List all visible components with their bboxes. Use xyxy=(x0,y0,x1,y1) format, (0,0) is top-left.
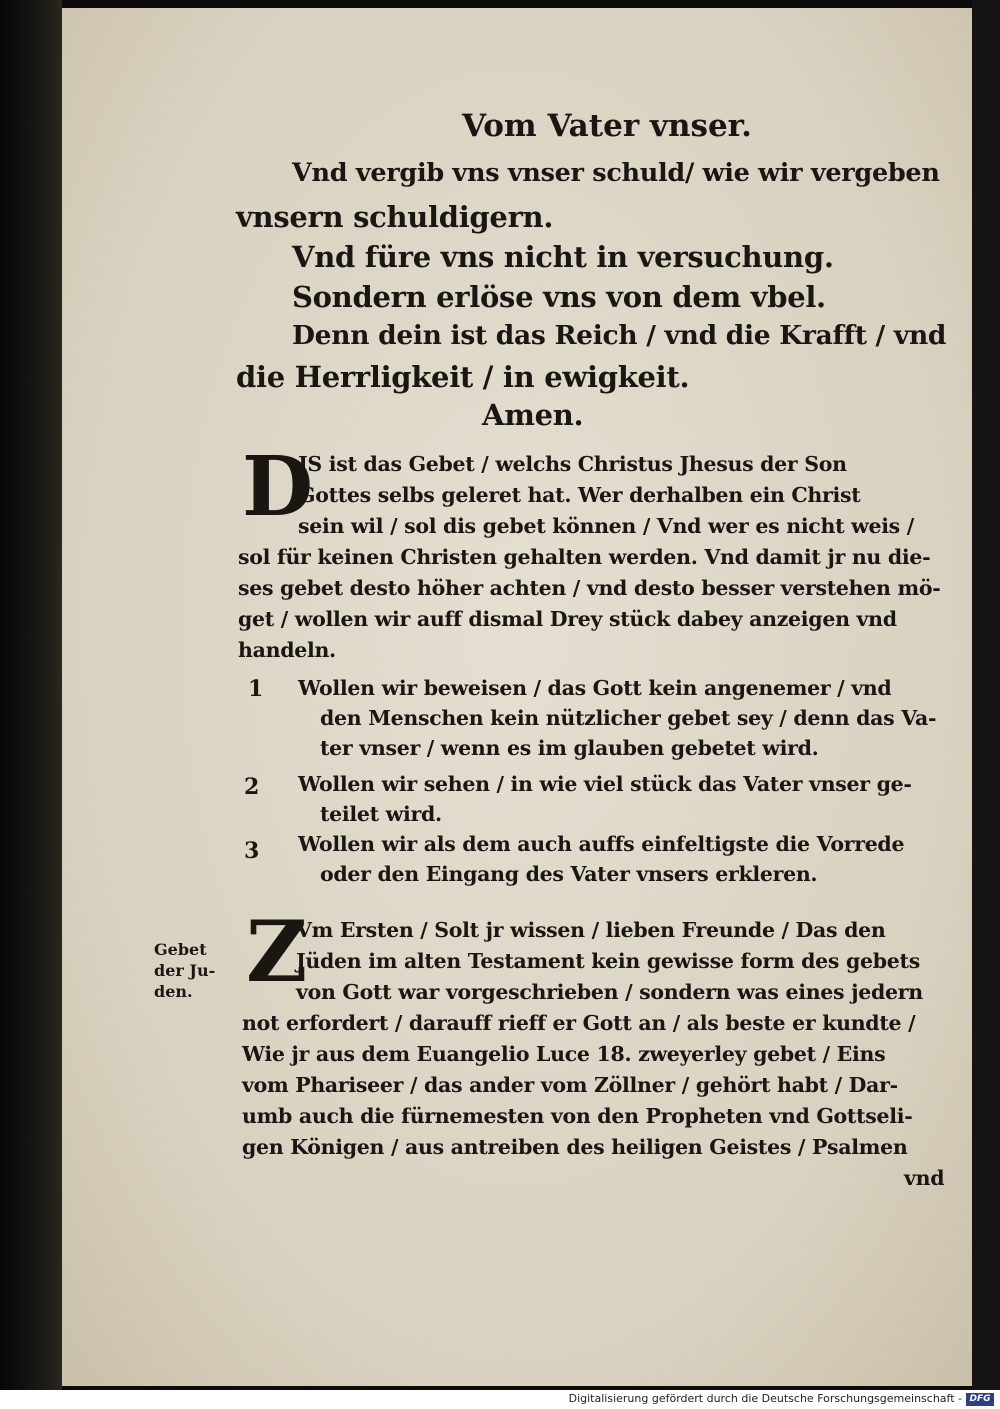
drop-capital: Z xyxy=(246,902,308,1001)
paragraph-line: vom Phariseer / das ander vom Zöllner / gehört habt / Dar- xyxy=(242,1073,898,1097)
point-number: 3 xyxy=(244,838,260,864)
paragraph-line: not erfordert / darauff rieff er Gott an / als beste er kundte / xyxy=(242,1011,916,1035)
digitization-footer xyxy=(0,1390,1000,1409)
funding-credit: Digitalisierung gefördert durch die Deutsche Forschungsgemeinschaft - xyxy=(568,1392,962,1405)
paragraph-line: von Gott war vorgeschrieben / sondern was eines jedern xyxy=(296,980,923,1004)
point-line: den Menschen kein nützlicher gebet sey / denn das Va- xyxy=(320,706,937,730)
catchword: vnd xyxy=(904,1166,945,1190)
point-line: teilet wird. xyxy=(320,802,442,826)
running-head: Vom Vater vnser. xyxy=(462,108,752,144)
paragraph-line: handeln. xyxy=(238,638,336,662)
prayer-line: Denn dein ist das Reich / vnd die Krafft / vnd xyxy=(292,320,947,351)
paragraph-line: sein wil / sol dis gebet können / Vnd wer es nicht weis / xyxy=(298,514,914,538)
paragraph-line: sol für keinen Christen gehalten werden. Vnd damit jr nu die- xyxy=(238,545,931,569)
paragraph-line: gen Königen / aus antreiben des heiligen Geistes / Psalmen xyxy=(242,1135,908,1159)
prayer-line: Sondern erlöse vns von dem vbel. xyxy=(292,280,826,314)
prayer-line: Vnd füre vns nicht in versuchung. xyxy=(292,240,834,274)
point-line: oder den Eingang des Vater vnsers erkleren. xyxy=(320,862,818,886)
point-line: Wollen wir beweisen / das Gott kein angenemer / vnd xyxy=(298,676,892,700)
point-line: Wollen wir sehen / in wie viel stück das Vater vnser ge- xyxy=(298,772,912,796)
prayer-line: die Herrligkeit / in ewigkeit. xyxy=(236,360,690,394)
point-number: 2 xyxy=(244,774,260,800)
paragraph-line: Jüden im alten Testament kein gewisse form des gebets xyxy=(296,949,920,973)
book-gutter xyxy=(0,0,62,1390)
margin-note-line: der Ju- xyxy=(154,961,216,980)
paragraph-line: Gottes selbs geleret hat. Wer derhalben ein Christ xyxy=(298,483,861,507)
margin-note-line: Gebet xyxy=(154,940,207,959)
scan-edge xyxy=(972,0,1000,1390)
paragraph-line: ses gebet desto höher achten / vnd desto besser verstehen mö- xyxy=(238,576,941,600)
paragraph-line: get / wollen wir auff dismal Drey stück dabey anzeigen vnd xyxy=(238,607,897,631)
point-number: 1 xyxy=(248,676,264,702)
margin-note-line: den. xyxy=(154,982,193,1001)
prayer-line: Vnd vergib vns vnser schuld/ wie wir vergeben xyxy=(292,158,940,188)
point-line: ter vnser / wenn es im glauben gebetet wird. xyxy=(320,736,819,760)
prayer-line: vnsern schuldigern. xyxy=(236,200,554,234)
paragraph-line: Wie jr aus dem Euangelio Luce 18. zweyerley gebet / Eins xyxy=(242,1042,886,1066)
paragraph-line: Vm Ersten / Solt jr wissen / lieben Freunde / Das den xyxy=(296,918,886,942)
point-line: Wollen wir als dem auch auffs einfeltigste die Vorrede xyxy=(298,832,905,856)
dfg-logo[interactable]: DFG xyxy=(966,1393,994,1406)
drop-capital: D xyxy=(242,439,314,535)
paragraph-line: umb auch die fürnemesten von den Propheten vnd Gottseli- xyxy=(242,1104,913,1128)
prayer-amen: Amen. xyxy=(482,398,584,432)
paragraph-line: JS ist das Gebet / welchs Christus Jhesus der Son xyxy=(298,452,847,476)
